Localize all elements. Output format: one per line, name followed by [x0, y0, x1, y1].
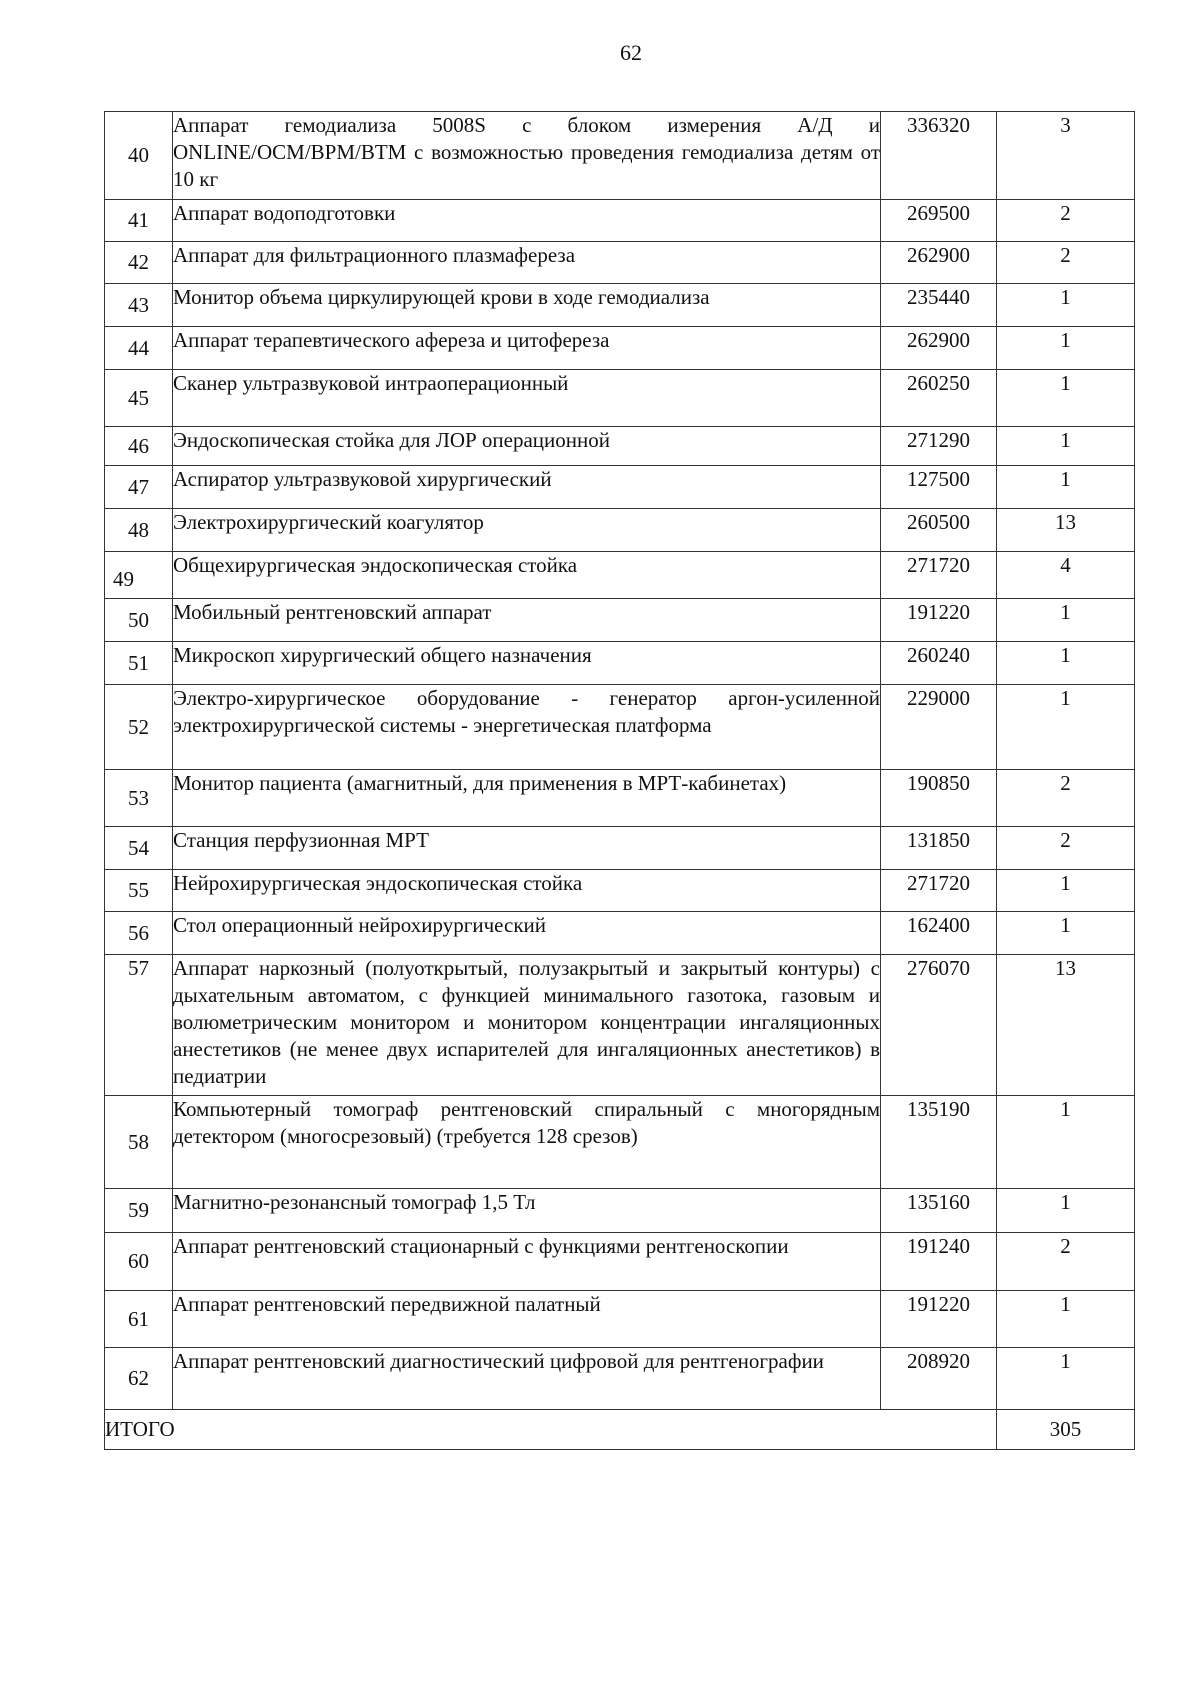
- table-row: [105, 284, 1135, 327]
- equipment-quantity: 1: [997, 870, 1135, 912]
- equipment-code: 271290: [881, 427, 997, 466]
- table-row: [105, 1096, 1135, 1189]
- table-row: [105, 955, 1135, 1096]
- table-row: [105, 242, 1135, 284]
- row-number: 44: [105, 327, 173, 370]
- table-row: [105, 327, 1135, 370]
- table-row: [105, 912, 1135, 955]
- equipment-quantity: 1: [997, 466, 1135, 509]
- row-number: 58: [105, 1096, 173, 1189]
- equipment-quantity: 2: [997, 200, 1135, 242]
- table-row: [105, 770, 1135, 827]
- table-row: [105, 599, 1135, 642]
- row-number: 62: [105, 1348, 173, 1410]
- equipment-code: 276070: [881, 955, 997, 1096]
- equipment-code: 336320: [881, 112, 997, 200]
- equipment-table: [104, 111, 1135, 1450]
- table-row: [105, 1348, 1135, 1410]
- page-number: 62: [620, 40, 642, 65]
- row-number: 45: [105, 370, 173, 427]
- equipment-name: Стол операционный нейрохирургический: [173, 912, 881, 955]
- equipment-quantity: 13: [997, 955, 1135, 1096]
- equipment-code: 131850: [881, 827, 997, 870]
- equipment-code: 191220: [881, 599, 997, 642]
- equipment-code: 269500: [881, 200, 997, 242]
- equipment-name: Аппарат водоподготовки: [173, 200, 881, 242]
- equipment-code: 127500: [881, 466, 997, 509]
- equipment-name: Аппарат рентгеновский диагностический цифровой для рентгенографии: [173, 1348, 881, 1410]
- row-number: 59: [105, 1189, 173, 1233]
- equipment-name: Аппарат наркозный (полуоткрытый, полузакрытый и закрытый контуры) с дыхательным автоматом, с функцией минимального газотока, газовым и волюметрическим монитором и монитором концентрации ингаляционных анестетиков (не менее двух испарителей для ингаляционных анестетиков) в педиатрии: [173, 955, 881, 1096]
- equipment-quantity: 1: [997, 427, 1135, 466]
- equipment-quantity: 13: [997, 509, 1135, 552]
- equipment-name: Аспиратор ультразвуковой хирургический: [173, 466, 881, 509]
- row-number: 61: [105, 1291, 173, 1348]
- row-number: 56: [105, 912, 173, 955]
- row-number: 49: [105, 552, 173, 599]
- row-number: 55: [105, 870, 173, 912]
- row-number: 41: [105, 200, 173, 242]
- equipment-name: Монитор объема циркулирующей крови в ходе гемодиализа: [173, 284, 881, 327]
- row-number: 51: [105, 642, 173, 685]
- equipment-code: 135190: [881, 1096, 997, 1189]
- total-label: ИТОГО: [105, 1410, 997, 1450]
- equipment-name: Эндоскопическая стойка для ЛОР операционной: [173, 427, 881, 466]
- equipment-quantity: 2: [997, 1233, 1135, 1291]
- row-number: 46: [105, 427, 173, 466]
- equipment-code: 190850: [881, 770, 997, 827]
- row-number: 50: [105, 599, 173, 642]
- equipment-quantity: 1: [997, 284, 1135, 327]
- equipment-name: Электро-хирургическое оборудование - генератор аргон-усиленной электрохирургической системы - энергетическая платформа: [173, 685, 881, 770]
- equipment-quantity: 2: [997, 242, 1135, 284]
- equipment-code: 262900: [881, 242, 997, 284]
- equipment-code: 271720: [881, 552, 997, 599]
- equipment-quantity: 2: [997, 770, 1135, 827]
- equipment-code: 271720: [881, 870, 997, 912]
- table-row: [105, 1291, 1135, 1348]
- row-number: 43: [105, 284, 173, 327]
- equipment-code: 191240: [881, 1233, 997, 1291]
- table-row: [105, 370, 1135, 427]
- equipment-code: 208920: [881, 1348, 997, 1410]
- table-row: [105, 642, 1135, 685]
- equipment-name: Мобильный рентгеновский аппарат: [173, 599, 881, 642]
- equipment-quantity: 2: [997, 827, 1135, 870]
- equipment-code: 191220: [881, 1291, 997, 1348]
- row-number: 52: [105, 685, 173, 770]
- equipment-quantity: 1: [997, 1096, 1135, 1189]
- equipment-code: 260240: [881, 642, 997, 685]
- total-row: [105, 1410, 1135, 1450]
- row-number: 42: [105, 242, 173, 284]
- equipment-name: Компьютерный томограф рентгеновский спиральный с многорядным детектором (многосрезовый) (требуется 128 срезов): [173, 1096, 881, 1189]
- equipment-code: 262900: [881, 327, 997, 370]
- equipment-quantity: 1: [997, 327, 1135, 370]
- equipment-name: Общехирургическая эндоскопическая стойка: [173, 552, 881, 599]
- equipment-code: 260250: [881, 370, 997, 427]
- equipment-code: 162400: [881, 912, 997, 955]
- equipment-code: 260500: [881, 509, 997, 552]
- equipment-quantity: 1: [997, 912, 1135, 955]
- table-row: [105, 870, 1135, 912]
- table-row: [105, 427, 1135, 466]
- equipment-code: 135160: [881, 1189, 997, 1233]
- row-number: 47: [105, 466, 173, 509]
- row-number: 53: [105, 770, 173, 827]
- equipment-name: Аппарат для фильтрационного плазмафереза: [173, 242, 881, 284]
- table-row: [105, 1189, 1135, 1233]
- equipment-name: Сканер ультразвуковой интраоперационный: [173, 370, 881, 427]
- row-number: 57: [105, 955, 173, 1096]
- equipment-name: Станция перфузионная МРТ: [173, 827, 881, 870]
- row-number: 54: [105, 827, 173, 870]
- row-number: 40: [105, 112, 173, 200]
- equipment-quantity: 4: [997, 552, 1135, 599]
- row-number: 60: [105, 1233, 173, 1291]
- table-row: [105, 827, 1135, 870]
- equipment-name: Нейрохирургическая эндоскопическая стойка: [173, 870, 881, 912]
- table-row: [105, 509, 1135, 552]
- row-number: 48: [105, 509, 173, 552]
- equipment-code: 235440: [881, 284, 997, 327]
- equipment-quantity: 1: [997, 642, 1135, 685]
- equipment-quantity: 1: [997, 370, 1135, 427]
- equipment-code: 229000: [881, 685, 997, 770]
- table-row: [105, 466, 1135, 509]
- equipment-name: Электрохирургический коагулятор: [173, 509, 881, 552]
- total-quantity: 305: [997, 1410, 1135, 1450]
- table-row: [105, 112, 1135, 200]
- equipment-quantity: 1: [997, 1348, 1135, 1410]
- equipment-name: Аппарат терапевтического афереза и цитофереза: [173, 327, 881, 370]
- equipment-name: Аппарат рентгеновский передвижной палатный: [173, 1291, 881, 1348]
- table-row: [105, 685, 1135, 770]
- equipment-name: Монитор пациента (амагнитный, для применения в МРТ-кабинетах): [173, 770, 881, 827]
- equipment-name: Микроскоп хирургический общего назначения: [173, 642, 881, 685]
- equipment-name: Аппарат гемодиализа 5008S с блоком измерения А/Д и ONLINE/OCM/BPM/BTM с возможностью проведения гемодиализа детям от 10 кг: [173, 112, 881, 200]
- table-row: [105, 1233, 1135, 1291]
- equipment-quantity: 1: [997, 1291, 1135, 1348]
- equipment-quantity: 1: [997, 599, 1135, 642]
- equipment-quantity: 1: [997, 1189, 1135, 1233]
- equipment-quantity: 3: [997, 112, 1135, 200]
- equipment-name: Магнитно-резонансный томограф 1,5 Тл: [173, 1189, 881, 1233]
- equipment-quantity: 1: [997, 685, 1135, 770]
- table-row: [105, 200, 1135, 242]
- table-row: [105, 552, 1135, 599]
- equipment-name: Аппарат рентгеновский стационарный с функциями рентгеноскопии: [173, 1233, 881, 1291]
